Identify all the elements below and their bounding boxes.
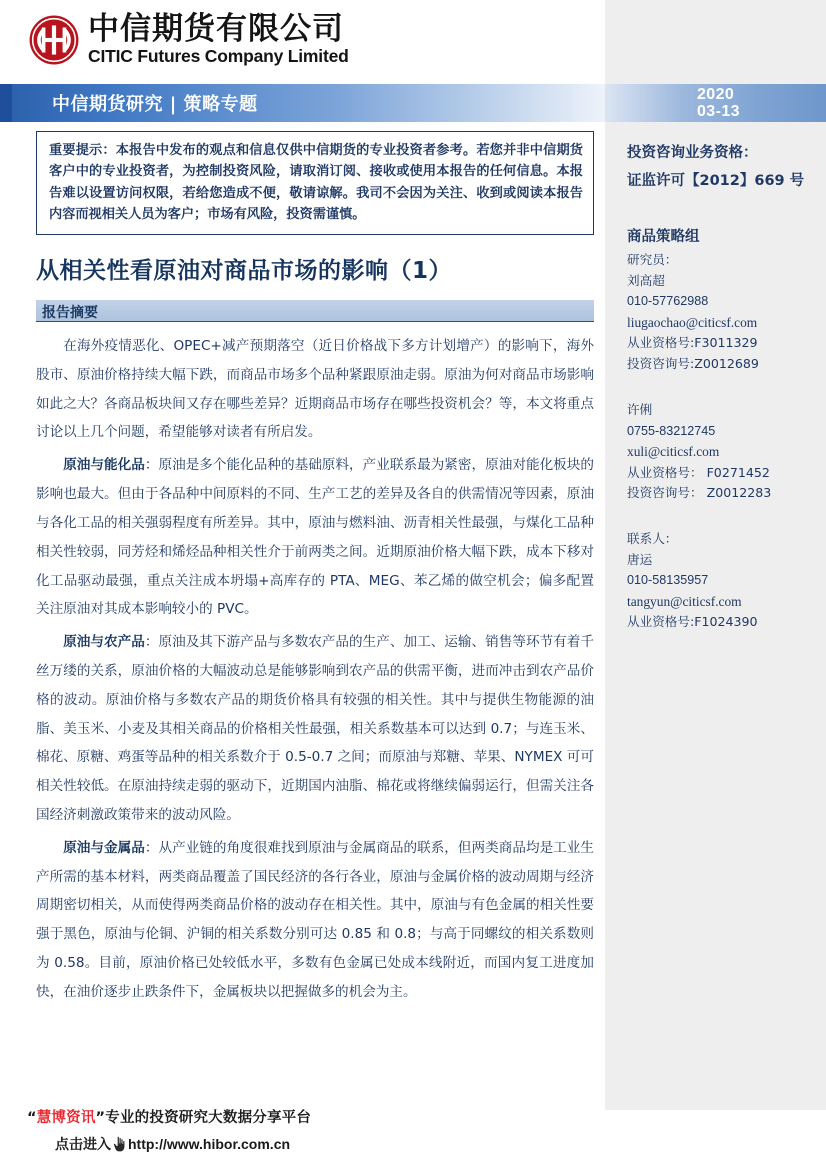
summary-section-label: 报告摘要 [42,305,98,321]
analyst1-consulting-number: 投资咨询号:Z0012689 [627,355,759,371]
footer-tagline: 专业的投资研究大数据分享平台 [105,1110,312,1126]
qualification-license: 证监许可【2012】669 号 [627,172,805,189]
analyst2-consulting-number: 投资咨询号： Z0012283 [627,485,772,500]
group-title: 商品策略组 [627,229,700,246]
paragraph-energy-chemicals-lead: 原油与能化品 [63,457,145,474]
important-notice-text: 重要提示：本报告中发布的观点和信息仅供中信期货的专业投资者参考。若您并非中信期货客户中的专业投资者，为控制投资风险，请取消订阅、接收或使用本报告的任何信息。本报告难以设置访问权限，若给您造成不便，敬请谅解。我司不会因为关注、收到或阅读本报告内容而视相关人员为客户；市场有风险，投资需谨慎。 [49,143,583,223]
paragraph-energy-chemicals [36,451,594,624]
paragraph-metals-text: ：从产业链的角度很难找到原油与金属商品的联系，但两类商品均是工业生产所需的基本材料，两类商品覆盖了国民经济的各行各业，原油与金属价格的波动周期与经济周期密切相关，从而使得两类商品价格的波动存在相关性。其中，原油与有色金属的相关性要强于黑色，原油与伦铜、沪铜的相关系数分别可达 0.85 和 0.8；与高于同螺纹的相关系数则为 0.58。目前，原油价格已处较低水平，多数有色金属已处成本线附近，而国内复工进度加快，在油价逐步止跌条件下，金属板块以把握做多的机会为主。 [36,839,595,1000]
analyst1-phone: 010-57762988 [627,294,709,309]
contact-email[interactable]: tangyun@citicsf.com [627,593,742,609]
analyst2-practice-number: 从业资格号： F0271452 [627,464,770,480]
pointing-hand-icon [112,1136,127,1152]
contact-block [627,529,817,632]
summary-section-header [36,300,594,322]
sidebar-content [627,140,817,633]
important-notice-box [36,131,594,235]
paragraph-energy-chemicals-text: ：原油是多个能化品种的基础原料，产业联系最为紧密，原油对能化板块的影响也最大。但由于各品种中间原料的不同、生产工艺的差异及各自的供需情况等因素，原油与各化工品的相关强弱程度有所差异。其中，原油与燃料油、沥青相关性最强，与煤化工品种相关性较弱，同芳烃和烯烃品种相关性介于前两类之间。近期原油价格大幅下跌，成本下移对化工品驱动最强，重点关注成本坍塌+高库存的 PTA、MEG、苯乙烯的做空机会；偏多配置关注原油对其成本影响较小的 PVC。 [36,457,595,618]
analyst1-email[interactable]: liugaochao@citicsf.com [627,314,758,330]
contact-label: 联系人： [627,531,678,547]
paragraph-intro: 在海外疫情恶化、OPEC+减产预期落空（近日价格战下多方计划增产）的影响下，海外股市、原油价格持续大幅下跌，而商品市场多个品种紧跟原油走弱。原油为何对商品市场影响如此之大？各商品板块间又存在哪些差异？近期商品市场存在哪些投资机会？等，本文将重点讨论以上几个问题，希望能够对读者有所启发。 [36,338,594,441]
footer-link-row[interactable] [55,1134,547,1154]
citic-logo-icon [28,14,80,66]
paragraph-metals [36,834,594,1007]
quote-close: ” [95,1110,106,1126]
quote-open: “ [27,1110,37,1126]
analyst1-practice-number: 从业资格号:F3011329 [627,335,758,351]
analyst1-name: 刘高超 [627,272,665,288]
analyst2-email[interactable]: xuli@citicsf.com [627,443,720,459]
footer-url[interactable]: http://www.hibor.com.cn [128,1136,291,1152]
banner-title: 中信期货研究 | 策略专题 [52,94,258,115]
qualification-title: 投资咨询业务资格： [627,145,758,161]
sidebar-spacer-2 [627,503,817,529]
paragraph-agriculture [36,628,594,830]
contact-phone: 010-58135957 [627,573,709,588]
company-logo [28,11,349,67]
footer-watermark [27,1106,547,1154]
paragraph-agriculture-lead: 原油与农产品 [63,634,145,651]
contact-name: 唐运 [627,551,653,567]
company-name-en: CITIC Futures Company Limited [88,46,349,67]
footer-tagline-row [27,1106,547,1127]
researcher-label: 研究员： [627,252,678,268]
sidebar-spacer-1 [627,374,817,400]
analyst2-name: 许俐 [627,402,653,418]
analyst2-phone: 0755-83212745 [627,423,716,438]
commodity-strategy-group [627,225,817,374]
paragraph-agriculture-text: ：原油及其下游产品与多数农产品的生产、加工、运输、销售等环节有着千丝万缕的关系，原油价格的大幅波动总是能够影响到农产品的供需平衡，进而冲击到农产品价格的波动。原油价格与多数农产品的期货价格具有较强的相关性。其中与提供生物能源的油脂、美玉米、小麦及其相关商品的价格相关性最强，相关系数基本可以达到 0.7；与连玉米、棉花、原糖、鸡蛋等品种的相关系数介于 0.5-0.7 之间；而原油与郑糖、苹果、NYMEX 可可相关性较低。在原油持续走弱的驱动下，近期国内油脂、棉花或将继续偏弱运行，但需关注各国经济刺激政策带来的波动风险。 [36,634,595,823]
report-date-day: 03-13 [697,103,740,121]
footer-click-text: 点击进入 [55,1137,111,1153]
analyst2-block [627,400,817,503]
page-title: 从相关性看原油对商品市场的影响（1） [36,258,453,284]
paragraph-metals-lead: 原油与金属品 [63,839,145,856]
report-date [697,86,807,121]
footer-brand: 慧博资讯 [36,1110,96,1126]
report-date-year: 2020 [697,86,735,103]
contact-practice-number: 从业资格号:F1024390 [627,614,758,630]
company-name-cn: 中信期货有限公司 [88,11,344,48]
report-body [36,332,594,1011]
